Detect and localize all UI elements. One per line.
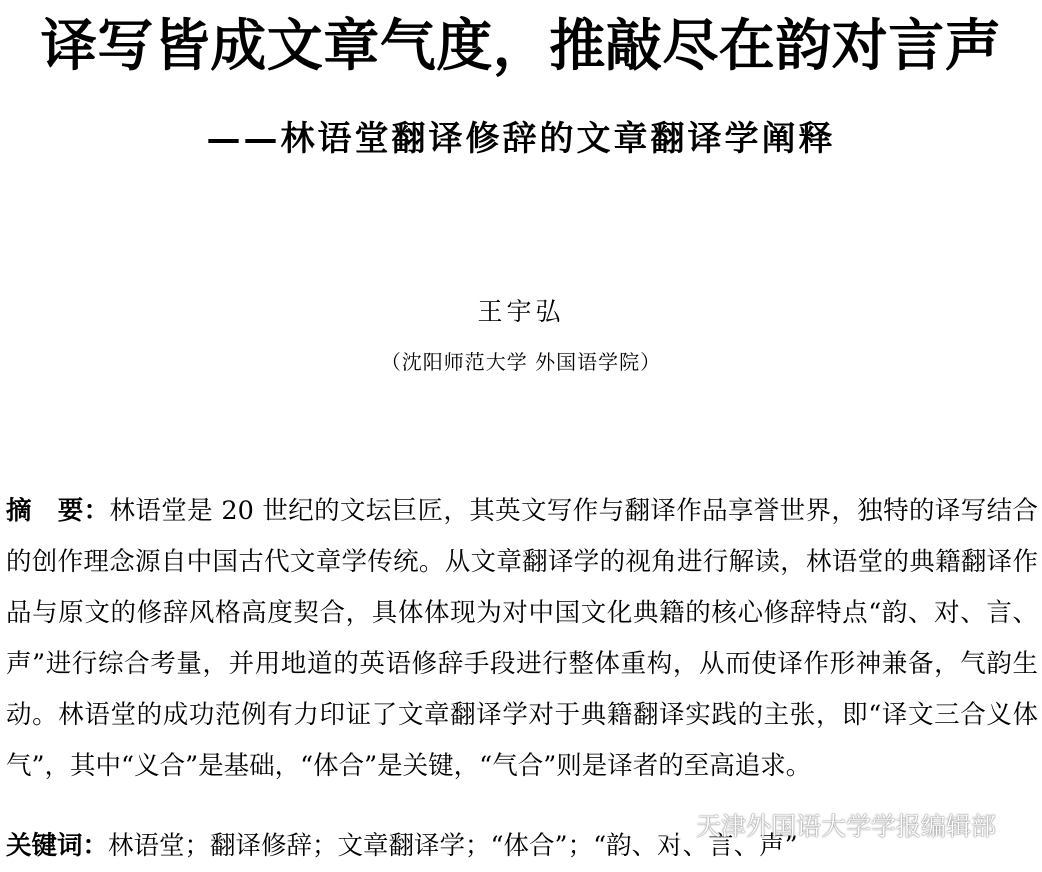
keywords-text: 林语堂；翻译修辞；文章翻译学；“体合”；“韵、对、言、声”: [108, 831, 798, 861]
keywords: [6, 828, 1038, 864]
abstract: [6, 486, 1038, 792]
paper-subtitle: ——林语堂翻译修辞的文章翻译学阐释: [206, 119, 836, 159]
paper-title: 译写皆成文章气度，推敲尽在韵对言声: [40, 14, 1002, 79]
watermark-text: 天津外国语大学学报编辑部: [696, 812, 997, 841]
keywords-label: 关键词：: [6, 831, 109, 861]
author-name: 王宇弘: [477, 297, 565, 326]
author-affiliation: （沈阳师范大学 外国语学院）: [380, 350, 662, 374]
abstract-label: 摘 要：: [6, 496, 110, 526]
abstract-text: 林语堂是 20 世纪的文坛巨匠，其英文写作与翻译作品享誉世界，独特的译写结合的创作理念源自中国古代文章学传统。从文章翻译学的视角进行解读，林语堂的典籍翻译作品与原文的修辞风格高度契合，具体体现为对中国文化典籍的核心修辞特点“韵、对、言、声”进行综合考量，并用地道的英语修辞手段进行整体重构，从而使译作形神兼备，气韵生动。林语堂的成功范例有力印证了文章翻译学对于典籍翻译实践的主张，即“译文三合义体气”，其中“义合”是基础，“体合”是关键，“气合”则是译者的至高追求。: [6, 496, 1038, 781]
